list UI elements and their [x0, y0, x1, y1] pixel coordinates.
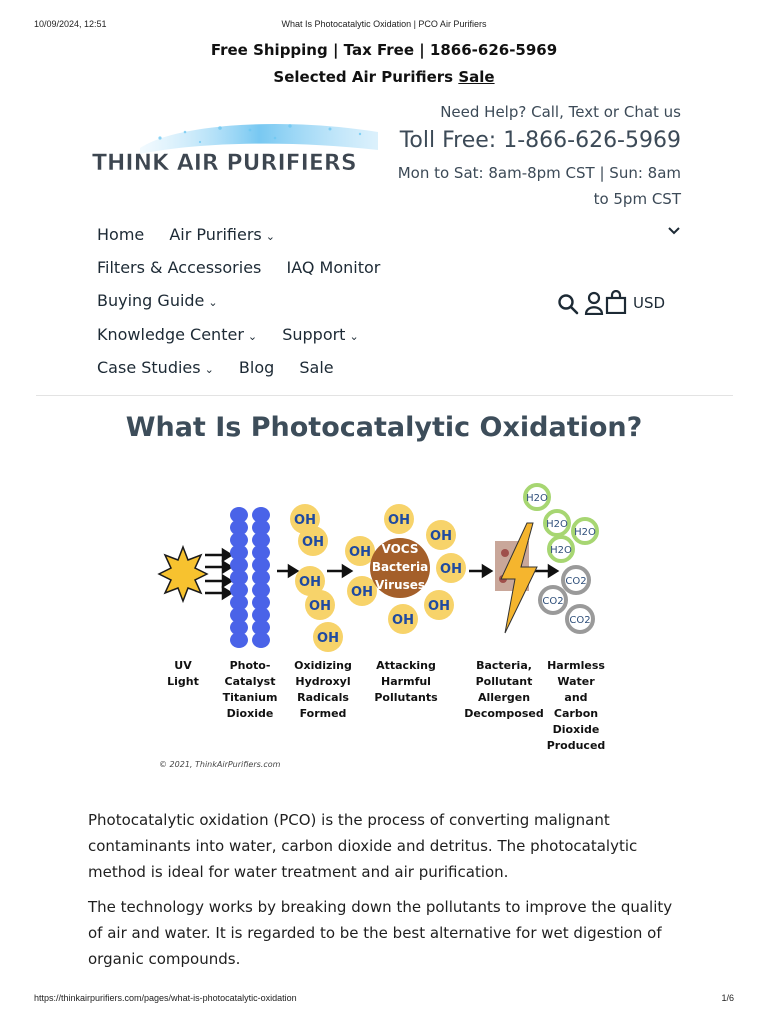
label-attacking: Pollutants	[374, 691, 438, 704]
oh-label: OH	[299, 575, 321, 590]
co2-label: CO2	[569, 615, 591, 626]
diagram-labels	[167, 659, 605, 752]
label-oxidizing: Formed	[299, 707, 347, 720]
label-photocatalyst: Dioxide	[226, 707, 274, 720]
label-decomposed: Decomposed	[464, 707, 544, 720]
toll-free-number[interactable]: Toll Free: 1-866-626-5969	[399, 128, 681, 153]
help-prompt: Need Help? Call, Text or Chat us	[440, 103, 681, 121]
viruses-label: Viruses	[374, 578, 426, 592]
h2o-label: H2O	[526, 493, 548, 504]
nav-iaq-monitor[interactable]: IAQ Monitor	[286, 258, 381, 277]
tio2-catalyst	[230, 507, 270, 648]
print-datetime: 10/09/2024, 12:51	[34, 19, 107, 29]
nav-support[interactable]	[282, 325, 358, 344]
label-attacking: Harmful	[381, 675, 431, 688]
label-harmless: Water	[557, 675, 595, 688]
search-icon[interactable]	[557, 293, 579, 315]
label-decomposed: Pollutant	[475, 675, 533, 688]
label-harmless: Carbon	[553, 707, 599, 720]
h2o-label: H2O	[550, 545, 572, 556]
business-hours: Mon to Sat: 8am-8pm CST | Sun: 8am to 5pm CST	[397, 164, 681, 208]
label-harmless: Dioxide	[552, 723, 600, 736]
promo-sale-prefix: Selected Air Purifiers	[273, 68, 459, 86]
label-oxidizing: Radicals	[297, 691, 349, 704]
co2-label: CO2	[542, 596, 564, 607]
bacteria-label: Bacteria	[371, 560, 429, 574]
label-photocatalyst: Photo-	[229, 659, 271, 672]
label-harmless: and	[564, 691, 588, 704]
label-attacking: Attacking	[376, 659, 436, 672]
label-uv-light: Light	[167, 675, 199, 688]
nav-case-studies-label: Case Studies	[97, 358, 201, 377]
promo-sale-line	[0, 68, 768, 86]
h2o-label: H2O	[574, 527, 596, 538]
oh-label: OH	[302, 535, 324, 550]
label-oxidizing: Hydroxyl	[295, 675, 351, 688]
site-logo[interactable]	[90, 120, 382, 182]
nav-air-purifiers-label: Air Purifiers	[169, 225, 262, 244]
print-doc-title: What Is Photocatalytic Oxidation | PCO Air Purifiers	[281, 19, 487, 29]
nav-knowledge-center-label: Knowledge Center	[97, 325, 244, 344]
voc-label: VOCS	[381, 542, 419, 556]
nav-row	[97, 325, 379, 344]
pco-diagram	[155, 483, 615, 773]
page-title: What Is Photocatalytic Oxidation?	[125, 412, 643, 443]
nav-knowledge-center[interactable]	[97, 325, 257, 344]
uv-light-icon	[159, 547, 207, 601]
nav-blog[interactable]: Blog	[238, 358, 275, 377]
oh-label: OH	[317, 631, 339, 646]
nav-air-purifiers[interactable]	[169, 225, 275, 244]
nav-home[interactable]: Home	[97, 225, 145, 244]
label-photocatalyst: Catalyst	[224, 675, 276, 688]
h2o-label: H2O	[546, 519, 568, 530]
logo-wordmark: THINK AIR PURIFIERS	[92, 151, 357, 176]
nav-buying-guide-label: Buying Guide	[97, 291, 205, 310]
oh-label: OH	[351, 585, 373, 600]
nav-sale[interactable]: Sale	[299, 358, 334, 377]
promo-sale-link[interactable]: Sale	[458, 68, 495, 86]
chevron-down-icon: ⌄	[265, 230, 275, 243]
nav-case-studies[interactable]	[97, 358, 214, 377]
print-url: https://thinkairpurifiers.com/pages/what-is-photocatalytic-oxidation	[34, 993, 297, 1003]
article-paragraph: Photocatalytic oxidation (PCO) is the process of converting malignant contaminants into water, carbon dioxide and detritus. The photocatalytic method is ideal for water treatment and air purification.	[88, 811, 638, 881]
label-harmless: Produced	[546, 739, 606, 752]
oh-label: OH	[428, 599, 450, 614]
output-molecules	[525, 485, 597, 632]
oh-label: OH	[309, 599, 331, 614]
article-paragraph: The technology works by breaking down the pollutants to improve the quality of air and water. It is regarded to be the best alternative for wet digestion of organic compounds.	[88, 898, 673, 968]
nav-row	[97, 258, 400, 277]
label-oxidizing: Oxidizing	[294, 659, 352, 672]
oh-label: OH	[349, 545, 371, 560]
chevron-down-icon[interactable]	[666, 224, 682, 238]
account-icon[interactable]	[584, 291, 604, 315]
header-divider	[36, 395, 733, 396]
nav-support-label: Support	[282, 325, 346, 344]
tio2-particle	[252, 632, 270, 648]
label-photocatalyst: Titanium	[222, 691, 278, 704]
label-decomposed: Bacteria,	[476, 659, 532, 672]
chevron-down-icon: ⌄	[247, 330, 258, 343]
label-decomposed: Allergen	[477, 691, 531, 704]
oh-label: OH	[440, 562, 462, 577]
chevron-down-icon: ⌄	[349, 330, 359, 343]
co2-label: CO2	[565, 576, 587, 587]
lightning-bolt-icon	[501, 523, 537, 633]
nav-row	[97, 225, 295, 244]
label-harmless: Harmless	[547, 659, 605, 672]
cart-icon[interactable]	[605, 290, 627, 314]
print-page-number: 1/6	[721, 993, 734, 1003]
promo-banner: Free Shipping | Tax Free | 1866-626-5969	[210, 41, 558, 59]
print-footer	[0, 993, 768, 1005]
oh-label: OH	[392, 613, 414, 628]
oh-label: OH	[430, 529, 452, 544]
chevron-down-icon: ⌄	[208, 296, 218, 309]
uv-arrows	[205, 550, 231, 598]
chevron-down-icon: ⌄	[204, 363, 214, 376]
label-uv-light: UV	[174, 659, 192, 672]
nav-row	[97, 291, 238, 310]
diagram-copyright: © 2021, ThinkAirPurifiers.com	[159, 760, 281, 769]
nav-filters-accessories[interactable]: Filters & Accessories	[97, 258, 262, 277]
tio2-particle	[230, 632, 248, 648]
oh-label: OH	[388, 513, 410, 528]
oh-label: OH	[294, 513, 316, 528]
currency-selector[interactable]: USD	[633, 294, 666, 312]
print-header	[0, 19, 768, 31]
nav-buying-guide[interactable]	[97, 291, 218, 310]
nav-row	[97, 358, 354, 377]
